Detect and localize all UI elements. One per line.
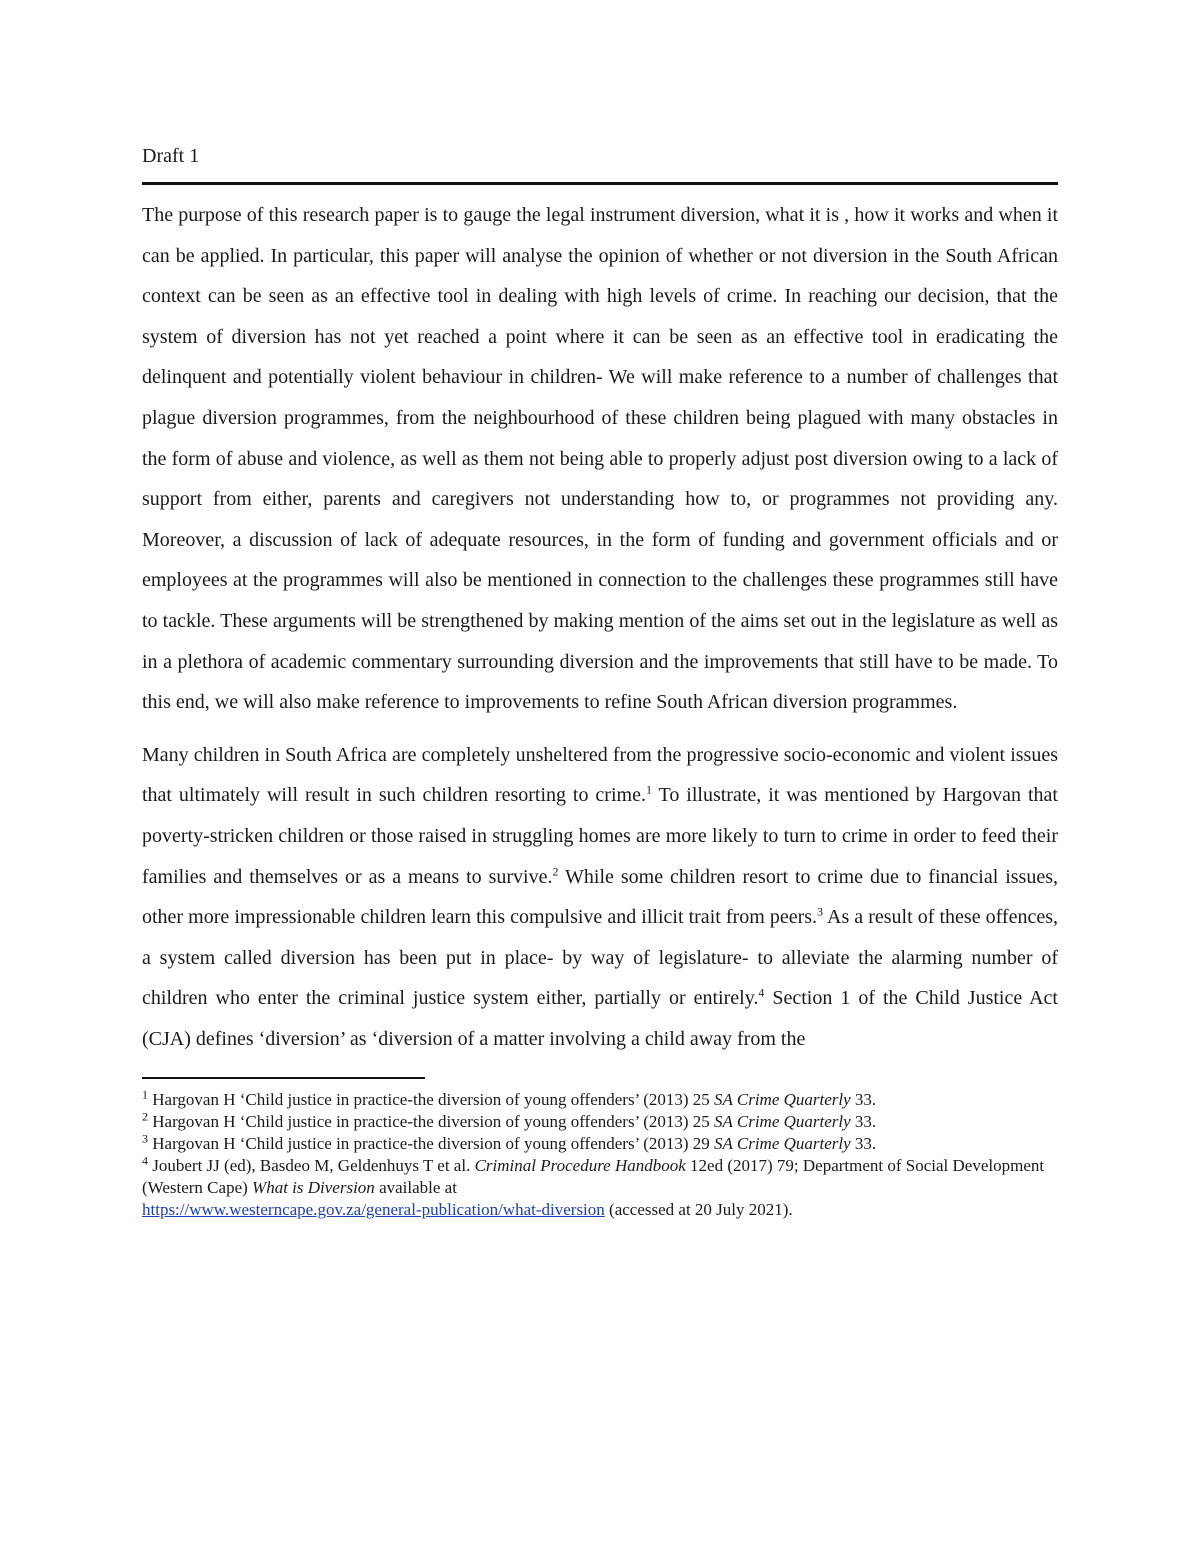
footnote-separator (142, 1077, 425, 1079)
footnote-source-link[interactable]: https://www.westerncape.gov.za/general-publication/what-diversion (142, 1200, 605, 1220)
paragraph-segment: As a result of these offences, a system called diversion has been put in place- by way of legislature- to alleviate the alarming number of children who enter the criminal justice system either, partially or entirely. (142, 906, 1059, 1010)
footnote-number: 3 (142, 1131, 148, 1146)
footnotes (142, 1089, 1058, 1221)
footnote-2 (142, 1111, 1058, 1133)
footnote-number: 1 (142, 1087, 148, 1102)
footnote-3 (142, 1133, 1058, 1155)
paragraph-segment: To illustrate, it was mentioned by Hargovan that poverty-stricken children or those raised in struggling homes are more likely to turn to crime in order to feed their families and themselves or as a means to survive. (142, 784, 1058, 888)
heading-divider (142, 182, 1058, 185)
footnote-text: Hargovan H ‘Child justice in practice-the diversion of young offenders’ (2013) 29 (148, 1134, 715, 1154)
footnote-tail: 33. (850, 1134, 877, 1154)
paragraph-segment: Many children in South Africa are completely unsheltered from the progressive socio-economic and violent issues that ultimately will result in such children resorting to crime. (142, 743, 1058, 807)
footnote-journal: SA Crime Quarterly (714, 1112, 851, 1132)
footnote-ref-4[interactable]: 4 (758, 985, 765, 1000)
footnote-ref-3[interactable]: 3 (817, 904, 824, 919)
paragraph-purpose: The purpose of this research paper is to gauge the legal instrument diversion, what it is , how it works and when it can be applied. In particular, this paper will analyse the opinion of whether or not diversion in the South African context can be seen as an effective tool in dealing with high levels of crime. In reaching our decision, that the system of diversion has not yet reached a point where it can be seen as an effective tool in eradicating the delinquent and potentially violent behaviour in children- We will make reference to a number of challenges that plague diversion programmes, from the neighbourhood of these children being plagued with many obstacles in the form of abuse and violence, as well as them not being able to properly adjust post diversion owing to a lack of support from either, parents and caregivers not understanding how to, or programmes not providing any. Moreover, a discussion of lack of adequate resources, in the form of funding and government officials and or employees at the programmes will also be mentioned in connection to the challenges these programmes still have to tackle. These arguments will be strengthened by making mention of the aims set out in the legislature as well as in a plethora of academic commentary surrounding diversion and the improvements that still have to be made. To this end, we will also make reference to improvements to refine South African diversion programmes. (142, 204, 1058, 714)
footnote-number: 4 (142, 1153, 148, 1168)
footnote-text: Joubert JJ (ed), Basdeo M, Geldenhuys T et al. (148, 1156, 475, 1176)
footnote-text: Hargovan H ‘Child justice in practice-the diversion of young offenders’ (2013) 25 (148, 1112, 715, 1132)
document-page (142, 140, 1058, 1221)
footnote-text: 12ed (2017) 79; Department of Social Development (Western Cape) (142, 1156, 1045, 1198)
document-heading: Draft 1 (142, 145, 200, 167)
footnote-text: available at (374, 1178, 457, 1198)
footnote-tail: 33. (850, 1112, 877, 1132)
footnote-text: Hargovan H ‘Child justice in practice-the diversion of young offenders’ (2013) 25 (148, 1090, 715, 1110)
footnote-ref-1[interactable]: 1 (645, 782, 652, 797)
footnote-4 (142, 1155, 1058, 1221)
footnote-ref-2[interactable]: 2 (552, 863, 559, 878)
footnote-book-title: Criminal Procedure Handbook (474, 1156, 686, 1176)
paragraph-children-crime (142, 735, 1058, 1060)
paragraph-segment: Section 1 of the Child Justice Act (CJA) defines ‘diversion’ as ‘diversion of a matter involving a child away from the (142, 987, 1058, 1050)
footnote-journal: SA Crime Quarterly (714, 1134, 851, 1154)
footnote-publication-title: What is Diversion (252, 1178, 375, 1198)
footnote-tail: 33. (850, 1090, 877, 1110)
paragraph-segment: While some children resort to crime due to financial issues, other more impressionable children learn this compulsive and illicit trait from peers. (142, 865, 1058, 929)
footnote-accessed: (accessed at 20 July 2021). (604, 1200, 793, 1220)
footnote-journal: SA Crime Quarterly (714, 1090, 851, 1110)
footnote-1 (142, 1089, 1058, 1111)
footnote-number: 2 (142, 1109, 148, 1124)
